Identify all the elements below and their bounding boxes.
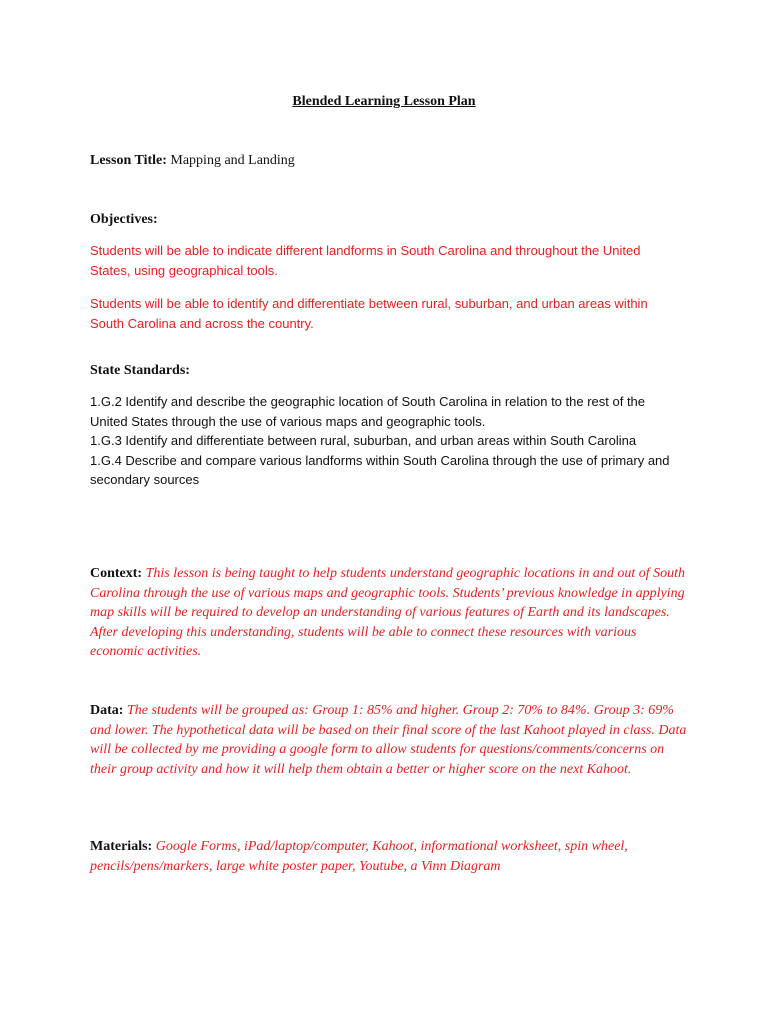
- standard-1g4: 1.G.4 Describe and compare various landforms within South Carolina through the use of primary and secondary sources: [90, 452, 670, 487]
- standard-1g3: 1.G.3 Identify and differentiate between rural, suburban, and urban areas within South Carolina: [90, 433, 637, 448]
- materials-label: Materials:: [90, 839, 153, 854]
- lesson-title-value: Mapping and Landing: [170, 153, 295, 168]
- materials-section: [90, 837, 690, 876]
- standards-list: [90, 392, 680, 490]
- data-label: Data:: [90, 703, 124, 718]
- standards-heading: State Standards:: [90, 363, 190, 378]
- standard-1g2: 1.G.2 Identify and describe the geographic location of South Carolina in relation to the rest of the United States through the use of various maps and geographic tools.: [90, 394, 646, 429]
- context-section: [90, 564, 690, 662]
- data-section: [90, 701, 690, 779]
- context-text: This lesson is being taught to help students understand geographic locations in and out of South Carolina through the use of various maps and geographic tools. Students’ previous knowledge in applying map skills will be required to develop an understanding of various features of Earth and its landscapes. After developing this understanding, students will be able to connect these resources with various economic activities.: [90, 566, 685, 659]
- document-title: Blended Learning Lesson Plan: [292, 94, 476, 109]
- context-label: Context:: [90, 566, 143, 581]
- objectives-heading: Objectives:: [90, 212, 158, 227]
- objective-1: Students will be able to indicate different landforms in South Carolina and throughout the United States, using geographical tools.: [90, 243, 641, 278]
- objective-2: Students will be able to identify and differentiate between rural, suburban, and urban areas within South Carolina and across the country.: [90, 296, 648, 331]
- lesson-title-label: Lesson Title:: [90, 153, 167, 168]
- data-text: The students will be grouped as: Group 1: 85% and higher. Group 2: 70% to 84%. Group 3: 69% and lower. The hypothetical data will be based on their final score of the last Kahoot played in class. Data will be collected by me providing a google form to allow students for questions/comments/concerns on their group activity and how it will help them obtain a better or higher score on the next Kahoot.: [90, 703, 687, 777]
- lesson-title-row: [90, 153, 295, 169]
- materials-text: Google Forms, iPad/laptop/computer, Kahoot, informational worksheet, spin wheel, pencils/pens/markers, large white poster paper, Youtube, a Vinn Diagram: [90, 839, 628, 874]
